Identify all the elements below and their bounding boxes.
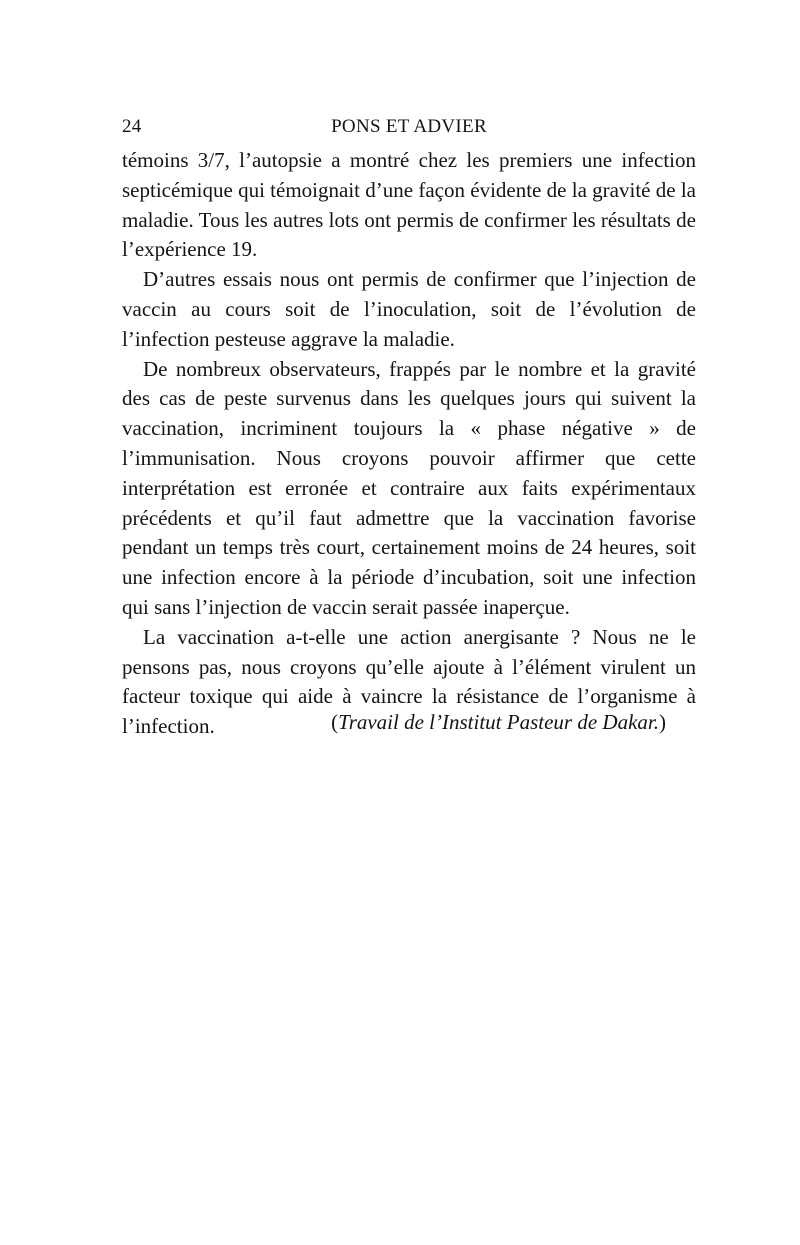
signature-text: Travail de l’Institut Pasteur de Dakar.: [338, 710, 659, 734]
body-text: [122, 146, 696, 742]
paragraph-observers: De nombreux observateurs, frappés par le nombre et la gravité des cas de peste survenus dans les quelques jours qui suivent la vaccination, incriminent toujours la « phase négative » de l’immunisation. Nous croyons pouvoir affirmer que cette interprétation est erronée et contraire aux faits expérimentaux précédents et qu’il faut admettre que la vaccination favorise pendant un temps très court, certainement moins de 24 heures, soit une infection encore à la période d’incubation, soit une infection qui sans l’injection de vaccin serait passée inaperçue.: [122, 356, 696, 619]
paragraph-anergy: La vaccination a-t-elle une action anergisante ? Nous ne le pensons pas, nous croyons qu’elle ajoute à l’élément virulent un facteur toxique qui aide à vaincre la résistance de l’organisme à l’infection.: [122, 624, 696, 739]
page-number: 24: [122, 116, 142, 137]
running-title: PONS ET ADVIER: [331, 116, 487, 137]
signature-close-paren: ): [659, 710, 666, 734]
institution-signature: [331, 708, 666, 738]
running-head: [122, 116, 696, 144]
paragraph-injection: D’autres essais nous ont permis de confirmer que l’injection de vaccin au cours soit de l’inoculation, soit de l’évolution de l’infection pesteuse aggrave la maladie.: [122, 267, 696, 351]
signature-open-paren: (: [331, 710, 339, 734]
paragraph-continuation: témoins 3/7, l’autopsie a montré chez les premiers une infection septicémique qui témoignait d’une façon évidente de la gravité de la maladie. Tous les autres lots ont permis de confirmer les résultats de l’expérience 19.: [122, 148, 696, 262]
